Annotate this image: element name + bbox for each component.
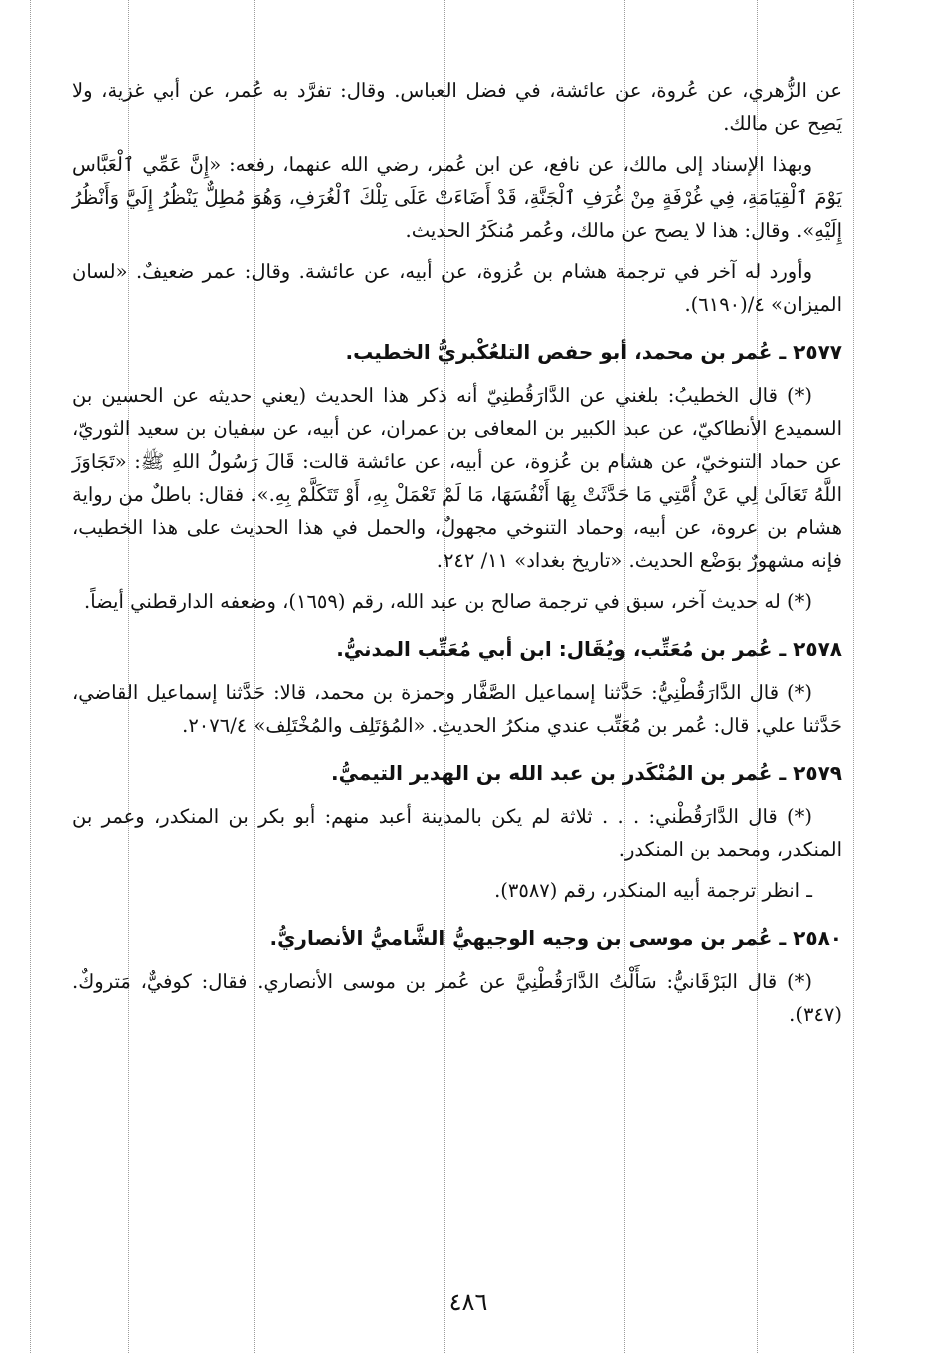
entry-2577-title: ٢٥٧٧ ـ عُمر بن محمد، أبو حفص التلعُكْبريُّ الخطيب. [345, 340, 842, 364]
entry-2577-extra: (*) له حديث آخر، سبق في ترجمة صالح بن عبد الله، رقم (١٦٥٩)، وضعفه الدارقطني أيضاً. [84, 590, 812, 613]
paragraph-malik-isnad: وبهذا الإسناد إلى مالك، عن نافع، عن ابن عُمر، رضي الله عنهما، رفعه: «إِنَّ عَمِّي ٱلْعَبَّاس يَوْمَ ٱلْقِيَامَةِ، فِي غُرْفَةٍ مِنْ غُرَفِ ٱلْجَنَّةِ، قَدْ أَضَاءَتْ عَلَى تِلْكَ ٱلْغُرَفِ، وَهُوَ مُطِلٌّ يَنْظُرُ إِلَيَّ وَأَنْظُرُ إِلَيْهِ». وقال: هذا لا يصح عن مالك، وعُمر مُنكَرُ الحديث. [72, 153, 842, 242]
entry-2577-body: (*) قال الخطيبُ: بلغني عن الدَّارَقُطنِيّ أنه ذكر هذا الحديث (يعني حديثه عن الحسين بن السميدع الأنطاكيّ، عن عبد الكبير بن المعافى بن عمران، عن أبيه، عن سفيان بن سعيد الثوريّ، عن حماد التنوخيّ، عن هشام بن عُزوة، عن أبيه، عن عائشة قالت: قَالَ رَسُولُ اللهِ ﷺ: «تَجَاوَزَ اللَّهُ تَعَالَىٰ لِي عَنْ أُمَّتِي مَا حَدَّثَتْ بِهَا أَنْفُسَهَا، مَا لَمْ تَعْمَلْ بِهِ، أَوْ تَتَكَلَّمْ بِهِ.». فقال: باطلٌ من رواية هشام بن عروة، عن أبيه، وحماد التنوخي مجهولٌ، والحمل في هذا الحديث على هذا الخطيب، فإنه مشهورٌ بوَضْع الحديث. «تاريخ بغداد» ١١/ ٢٤٢. [72, 384, 842, 572]
entry-2579-body: (*) قال الدَّارَقُطْني: . . . ثلاثة لم يكن بالمدينة أعبد منهم: أبو بكر بن المنكدر، وعمر بن المنكدر، ومحمد بن المنكدر. [72, 805, 842, 861]
entry-2579-note: ـ انظر ترجمة أبيه المنكدر، رقم (٣٥٨٧). [494, 879, 812, 902]
entry-2578-body: (*) قال الدَّارَقُطْنِيُّ: حَدَّثنا إسماعيل الصَّفَّار وحمزة بن محمد، قالا: حَدَّثنا إسماعيل القاضي، حَدَّثنا علي. قال: عُمر بن مُعَتِّب عندي منكرُ الحديثِ. «المُؤتَلِف والمُخْتَلِف» ٢٠٧٦/٤. [72, 681, 842, 737]
paragraph-hisham-translation: وأورد له آخر في ترجمة هشام بن عُزوة، عن أبيه، عن عائشة. وقال: عمر ضعيفٌ. «لسان الميزان» ٤/(٦١٩٠). [72, 260, 842, 316]
page-number: ٤٨٦ [448, 1288, 488, 1316]
entry-2578-title: ٢٥٧٨ ـ عُمر بن مُعَتِّب، ويُقَال: ابن أبي مُعَتِّب المدنيُّ. [336, 637, 842, 661]
entry-2580-title: ٢٥٨٠ ـ عُمر بن موسى بن وجيه الوجيهيُّ الشَّاميُّ الأنصاريُّ. [269, 926, 842, 950]
scan-guide-line [853, 0, 854, 1353]
page-body [72, 74, 842, 1039]
scan-guide-line [30, 0, 31, 1353]
entry-2580-body: (*) قال البَرْقَانيُّ: سَأَلْتُ الدَّارَقُطْنِيَّ عن عُمر بن موسى الأنصاري. فقال: كوفيٌّ، مَتروكٌ. (٣٤٧). [72, 970, 842, 1026]
paragraph-continued: عن الزُّهري، عن عُروة، عن عائشة، في فضل العباس. وقال: تفرَّد به عُمر، عن أبي غزية، ولا يَصِح عن مالك. [72, 79, 842, 135]
entry-2579-title: ٢٥٧٩ ـ عُمر بن المُنْكَدر بن عبد الله بن الهدير التيميُّ. [330, 761, 842, 785]
